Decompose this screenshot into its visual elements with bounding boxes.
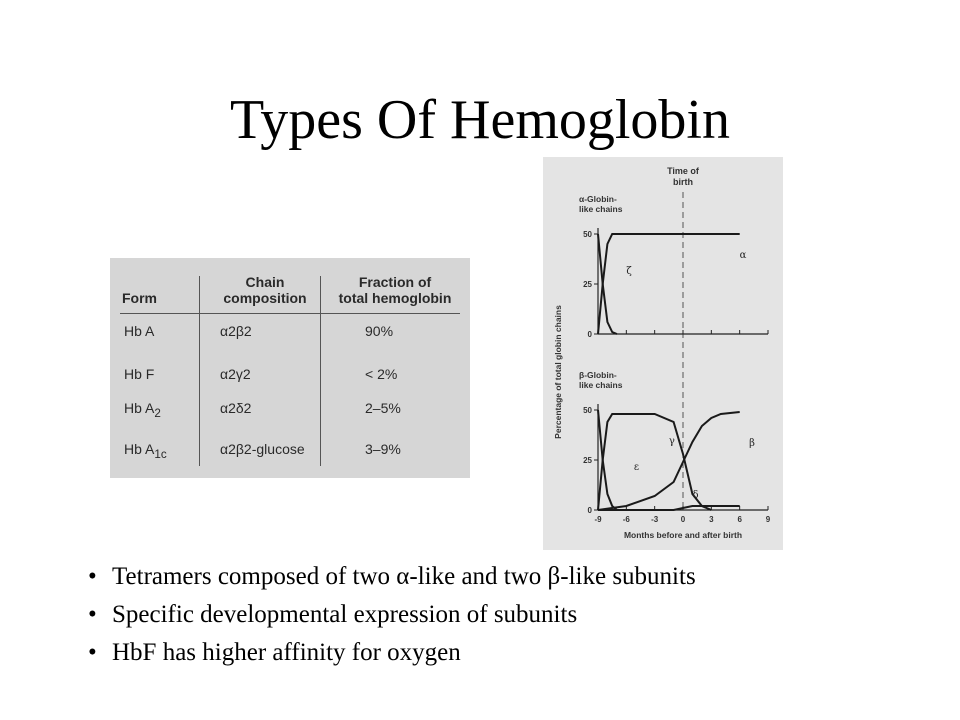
bullet-text: Tetramers composed of two α-like and two β-like subunits <box>112 563 696 590</box>
series-label: ζ <box>626 266 632 277</box>
series-label: δ <box>692 490 699 501</box>
table-header-composition <box>205 274 325 306</box>
row-form: Hb $A_2$ <box>124 400 161 420</box>
series-line-α <box>598 234 740 334</box>
row-fraction: < 2% <box>365 366 398 382</box>
x-tick-label: -3 <box>651 515 659 524</box>
row-fraction: 3–9% <box>365 441 401 457</box>
row-form: Hb A <box>124 323 155 339</box>
annotation-label: Time of <box>667 166 699 176</box>
row-fraction: 2–5% <box>365 400 401 416</box>
x-tick-label: -9 <box>594 515 602 524</box>
row-fraction: 90% <box>365 323 394 339</box>
panel-label: like chains <box>579 380 623 390</box>
x-axis-label: Months before and after birth <box>623 530 743 540</box>
row-composition: α2γ2 <box>220 366 251 382</box>
globin-chart <box>543 157 783 550</box>
bullet-list <box>88 558 696 672</box>
row-composition: α2β2-glucose <box>220 441 305 457</box>
y-tick-label: 25 <box>583 280 592 289</box>
slide-title: Types Of Hemoglobin <box>229 89 730 151</box>
table-header-fraction-line2: total hemoglobin <box>338 290 452 306</box>
series-label: β <box>749 438 755 449</box>
bullet-item <box>88 558 696 596</box>
y-axis-label: Percentage of total globin chains <box>553 305 563 439</box>
row-form: Hb $A_{1c}$ <box>124 441 167 461</box>
globin-chart-svg <box>543 157 783 550</box>
row-composition: α2δ2 <box>220 400 252 416</box>
row-form: Hb F <box>124 366 155 382</box>
bullet-item <box>88 596 696 634</box>
series-label: γ <box>668 436 675 447</box>
bullet-text: HbF has higher affinity for oxygen <box>112 639 461 666</box>
bullet-item <box>88 634 696 672</box>
series-label: ε <box>633 462 640 473</box>
table-header-fraction <box>325 274 465 306</box>
y-tick-label: 50 <box>583 406 592 415</box>
bullet-dot: • <box>88 601 97 628</box>
y-tick-label: 25 <box>583 456 592 465</box>
series-line-β <box>598 412 740 510</box>
table-divider-2 <box>320 276 321 466</box>
table-header-composition-line2: composition <box>223 290 307 306</box>
x-tick-label: 0 <box>680 515 686 524</box>
panel-label: α-Globin- <box>579 194 617 204</box>
series-label: α <box>739 250 747 261</box>
bullet-dot: • <box>88 639 97 666</box>
table-header-composition-line1: Chain <box>245 274 285 290</box>
x-tick-label: -6 <box>622 515 630 524</box>
bullet-dot: • <box>88 563 97 590</box>
row-composition: α2β2 <box>220 323 252 339</box>
table-header-form <box>122 290 182 306</box>
hemoglobin-table <box>110 258 470 478</box>
y-tick-label: 0 <box>587 330 592 339</box>
table-header-form-text: Form <box>122 290 157 306</box>
x-tick-label: 6 <box>737 515 742 524</box>
y-tick-label: 50 <box>583 230 592 239</box>
table-header-fraction-line1: Fraction of <box>358 274 432 290</box>
x-tick-label: 9 <box>765 515 771 524</box>
panel-label: β-Globin- <box>579 370 617 380</box>
annotation-label: birth <box>673 177 693 187</box>
bullet-text: Specific developmental expression of subunits <box>112 601 578 628</box>
x-tick-label: 3 <box>709 515 714 524</box>
panel-label: like chains <box>579 204 623 214</box>
table-header-rule <box>120 313 460 314</box>
table-divider-1 <box>199 276 200 466</box>
y-tick-label: 0 <box>587 506 592 515</box>
